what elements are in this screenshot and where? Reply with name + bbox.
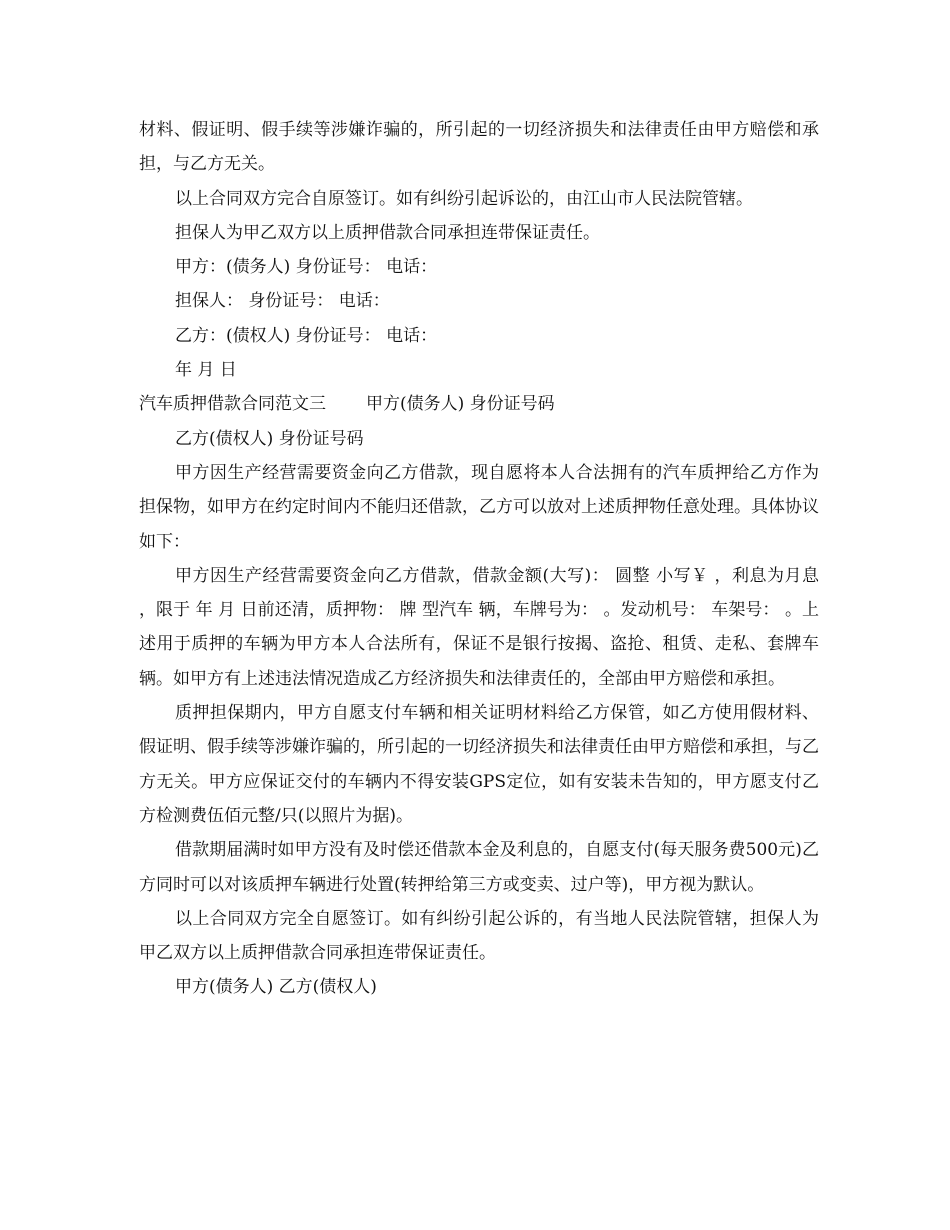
date-line: 年 月 日 bbox=[175, 360, 237, 381]
paragraph-guarantor-clause: 担保人为甲乙双方以上质押借款合同承担连带保证责任。 bbox=[175, 222, 600, 243]
paragraph-default: 借款期届满时如甲方没有及时偿还借款本金及利息的，自愿支付(每天服务费500元)乙方同时可以对该质押车辆进行处置(转押给第三方或变卖、过户等)，甲方视为默认。 bbox=[139, 840, 819, 895]
party-b-id-label: 乙方(债权人) 身份证号码 bbox=[175, 428, 364, 449]
paragraph-continuation: 材料、假证明、假手续等涉嫌诈骗的，所引起的一切经济损失和法律责任由甲方赔偿和承担，与乙方无关。 bbox=[139, 120, 819, 175]
paragraph-intro: 甲方因生产经营需要资金向乙方借款，现自愿将本人合法拥有的汽车质押给乙方作为担保物，如甲方在约定时间内不能归还借款，乙方可以放对上述质押物任意处理。具体协议如下： bbox=[139, 462, 819, 552]
party-a-id-label: 甲方(债务人) 身份证号码 bbox=[366, 394, 555, 415]
signature-line-guarantor: 担保人： 身份证号： 电话： bbox=[175, 291, 390, 312]
signature-line-parties: 甲方(债务人) 乙方(债权人) bbox=[175, 977, 377, 998]
document-body bbox=[139, 113, 819, 1005]
section-heading-line bbox=[139, 387, 819, 421]
paragraph-custody: 质押担保期内，甲方自愿支付车辆和相关证明材料给乙方保管，如乙方使用假材料、假证明、假手续等涉嫌诈骗的，所引起的一切经济损失和法律责任由甲方赔偿和承担，与乙方无关。甲方应保证交付的车辆内不得安装GPS定位，如有安装未告知的，甲方愿支付乙方检测费伍佰元整/只(以照片为据)。 bbox=[139, 703, 819, 826]
signature-line-party-a: 甲方：(债务人) 身份证号： 电话： bbox=[175, 257, 438, 278]
paragraph-jurisdiction: 以上合同双方完合自原签订。如有纠纷引起诉讼的，由江山市人民法院管辖。 bbox=[175, 188, 753, 209]
section-title: 汽车质押借款合同范文三 bbox=[139, 394, 326, 415]
signature-line-party-b: 乙方：(债权人) 身份证号： 电话： bbox=[175, 325, 438, 346]
paragraph-disputes: 以上合同双方完全自愿签订。如有纠纷引起公诉的，有当地人民法院管辖，担保人为甲乙双方以上质押借款合同承担连带保证责任。 bbox=[139, 908, 819, 964]
paragraph-loan-terms: 甲方因生产经营需要资金向乙方借款，借款金额(大写)： 圆整 小写￥ ，利息为月息 ，限于 年 月 日前还清，质押物： 牌 型汽车 辆，车牌号为： 。发动机号： 车架号： 。上述用于质押的车辆为甲方本人合法所有，保证不是银行按揭、盗抢、租赁、走私、套牌车辆。如甲方有上述违法情况造成乙方经济损失和法律责任的，全部由甲方赔偿和承担。 bbox=[139, 565, 819, 689]
